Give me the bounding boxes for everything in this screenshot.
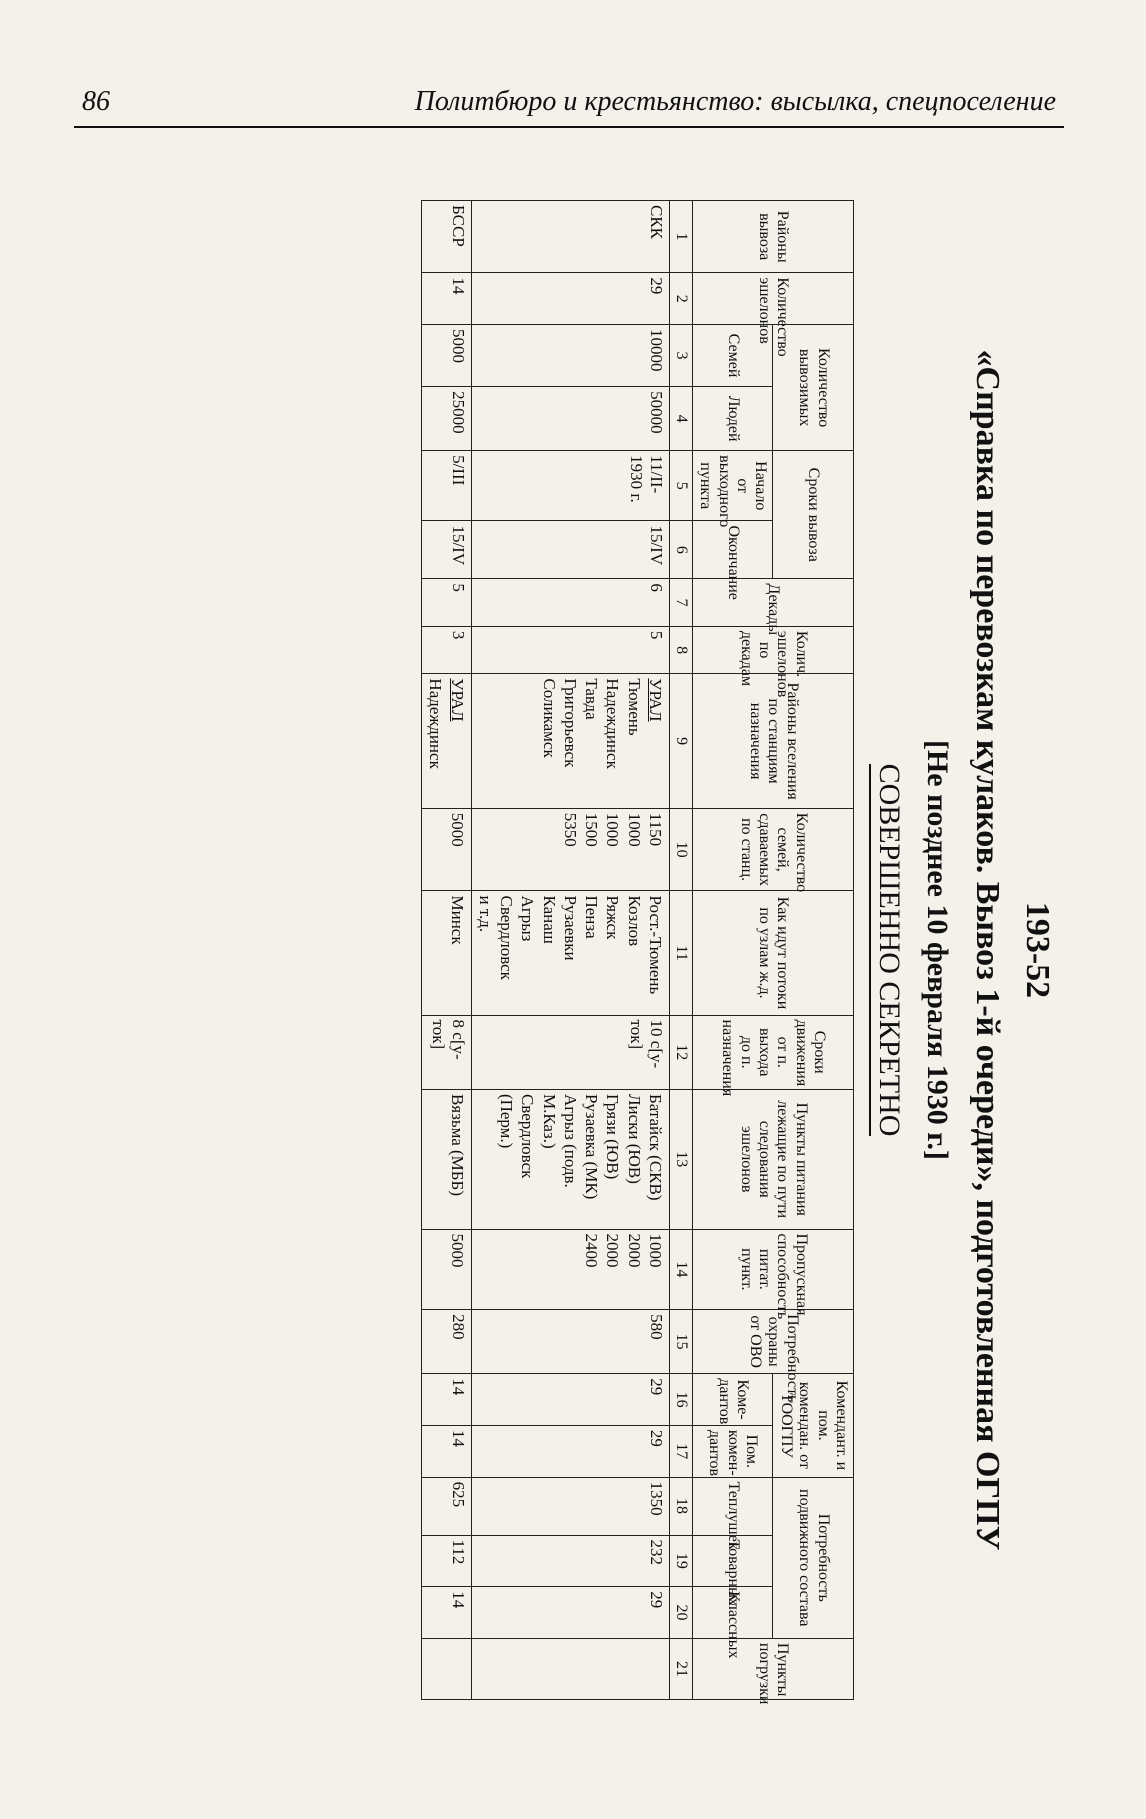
cell-line: Рост.-Тюмень [645,895,665,995]
cell-line: Тавда [582,678,602,720]
column-number: 16 [669,1374,692,1426]
header-echelons: Количество эшелонов [692,273,853,325]
cell-wagons-heated: 625 [422,1477,472,1535]
cell-wagons-class: 14 [422,1587,472,1639]
cell-capacity [422,1229,472,1310]
cell-line: Канаш [539,895,559,944]
column-number: 13 [669,1089,692,1229]
table-body [422,201,670,1700]
cell-line: 1000 [645,1233,665,1268]
cell-line: Грязи (ЮВ) [603,1093,623,1180]
cell-commandants: 29 [471,1374,669,1426]
cell-capacity [471,1229,669,1310]
header-evacuees: Количество вывозимых [773,325,854,451]
cell-line: 1150 [645,812,665,847]
cell-settlement [471,674,669,808]
column-numbers-row [669,201,692,1700]
cell-echelons: 29 [471,273,669,325]
column-number: 11 [669,891,692,1015]
document-date: [Не позднее 10 февраля 1930 г.] [921,739,954,1161]
header-wagons-freight: Товарных [692,1535,773,1587]
cell-line: Рузаевки [560,895,580,961]
cell-line: и т.д. [475,895,495,933]
cell-families-per-station [471,808,669,891]
column-number: 19 [669,1535,692,1587]
cell-people: 25000 [422,387,472,451]
cell-guard-need: 580 [471,1310,669,1374]
column-number: 10 [669,808,692,891]
cell-wagons-heated: 1350 [471,1477,669,1535]
cell-travel-time: 10 с[у-ток] [471,1015,669,1089]
header-families: Семей [692,325,773,387]
cell-commandants: 14 [422,1374,472,1426]
cell-loading-points [422,1638,472,1699]
column-number: 2 [669,273,692,325]
header-commandants-col: Коме-дантов [692,1374,773,1426]
cell-guard-need: 280 [422,1310,472,1374]
header-loading-points: Пункты погрузки [692,1638,853,1699]
cell-decades: 5 [422,579,472,627]
cell-flow-routes [422,891,472,1015]
cell-line: Свердловск [497,895,517,980]
cell-wagons-freight: 112 [422,1535,472,1587]
column-number: 21 [669,1638,692,1699]
header-travel-time: Сроки движения от п. выхода до п. назначения [692,1015,853,1089]
cell-food-points [422,1089,472,1229]
header-settlement-areas: Районы вселения по станциям назначения [692,674,853,808]
header-guard-need: Потребность охраны от ОВО [692,1310,853,1374]
cell-line: 1500 [582,812,602,847]
cell-line: Надеждинск [603,678,623,769]
cell-wagons-class: 29 [471,1587,669,1639]
cell-line: 2000 [624,1233,644,1268]
cell-end: 15/IV [422,521,472,579]
cell-line: Рузаевка (МК) [582,1093,602,1200]
cell-travel-time: 8 с[у-ток] [422,1015,472,1089]
cell-line: 5000 [447,1233,467,1268]
header-terms: Сроки вывоза [773,451,854,579]
header-rolling-stock: Потребность подвижного состава [773,1477,854,1638]
cell-line: Агрыз (подв. М.Каз.) [539,1093,580,1188]
document-number: 193-52 [1019,901,1056,999]
cell-line: Пенза [582,895,602,939]
column-number: 3 [669,325,692,387]
cell-line: Свердловск (Перм.) [497,1093,538,1179]
cell-flow-routes [471,891,669,1015]
column-number: 7 [669,579,692,627]
column-number: 12 [669,1015,692,1089]
cell-echelons: 14 [422,273,472,325]
cell-line: Лиски (ЮВ) [624,1093,644,1184]
header-wagons-heated: Теплушек [692,1477,773,1535]
header-end: Окончание [692,521,773,579]
column-number: 8 [669,626,692,674]
cell-start: 5/III [422,451,472,521]
classification-text: СОВЕРШЕННО СЕКРЕТНО [869,764,906,1137]
transport-table [421,200,854,1705]
column-number: 20 [669,1587,692,1639]
cell-line: Ряжск [603,895,623,940]
cell-line: 2400 [582,1233,602,1268]
column-number: 14 [669,1229,692,1310]
cell-line: Соликамск [539,678,559,758]
running-head: Политбюро и крестьянство: высылка, спецпоселение [414,86,1056,117]
cell-line: 5000 [447,812,467,847]
column-number: 1 [669,201,692,273]
table-row [422,201,472,1700]
rotated-document [74,140,1064,1760]
cell-start: 11/II-1930 г. [471,451,669,521]
header-families-per-station: Количество семей, сдаваемых по станц. [692,808,853,891]
cell-families: 5000 [422,325,472,387]
cell-decades: 6 [471,579,669,627]
cell-echelons-by-decade: 3 [422,626,472,674]
header-decades: Декады [692,579,853,627]
cell-line: 1000 [603,812,623,847]
classification-stamp [872,140,906,1760]
cell-families-per-station [422,808,472,891]
cell-region: СКК [471,201,669,273]
cell-echelons-by-decade: 5 [471,626,669,674]
cell-line: Агрыз [518,895,538,942]
column-number: 6 [669,521,692,579]
table-row [471,201,669,1700]
cell-line: Козлов [624,895,644,947]
header-regions: Районы вывоза [692,201,853,273]
header-asst-commandants: Пом. комен-дантов [692,1425,773,1477]
column-number: 17 [669,1425,692,1477]
cell-line: Батайск (СКВ) [645,1093,665,1201]
cell-line: 5350 [560,812,580,847]
cell-line: 1000 [624,812,644,847]
cell-settlement [422,674,472,808]
header-people: Людей [692,387,773,451]
cell-line: Надеждинск [426,678,446,769]
column-number: 18 [669,1477,692,1535]
header-capacity: Пропускная способность питат. пункт. [692,1229,853,1310]
column-number: 15 [669,1310,692,1374]
cell-loading-points [471,1638,669,1699]
column-number: 9 [669,674,692,808]
page-header [74,86,1064,128]
header-echelons-by-decade: Колич. эшелонов по декадам [692,626,853,674]
header-food-points: Пункты питания лежащие по пути следования эшелонов [692,1089,853,1229]
cell-line: Григорьевск [560,678,580,768]
settlement-head: УРАЛ [447,678,467,722]
cell-asst-commandants: 14 [422,1425,472,1477]
header-wagons-class: Классных [692,1587,773,1639]
column-number: 5 [669,451,692,521]
cell-region: БССР [422,201,472,273]
cell-wagons-freight: 232 [471,1535,669,1587]
cell-line: Вязьма (МББ) [447,1093,467,1196]
document-title: «Справка по перевозкам кулаков. Вывоз 1-й очереди», подготовленная ОГПУ [969,349,1006,1551]
cell-end: 15/IV [471,521,669,579]
cell-line: Тюмень [624,678,644,736]
page-number: 86 [82,86,110,117]
cell-food-points [471,1089,669,1229]
cell-people: 50000 [471,387,669,451]
cell-line: Минск [447,895,467,945]
settlement-head: УРАЛ [645,678,665,722]
cell-line: 2000 [603,1233,623,1268]
header-flow-routes: Как идут потоки по узлам ж.д. [692,891,853,1015]
cell-asst-commandants: 29 [471,1425,669,1477]
cell-families: 10000 [471,325,669,387]
header-start: Начало от выходного пункта [692,451,773,521]
column-number: 4 [669,387,692,451]
header-commandants: Комендант. и пом. комендан. от ТООГПУ [773,1374,854,1477]
